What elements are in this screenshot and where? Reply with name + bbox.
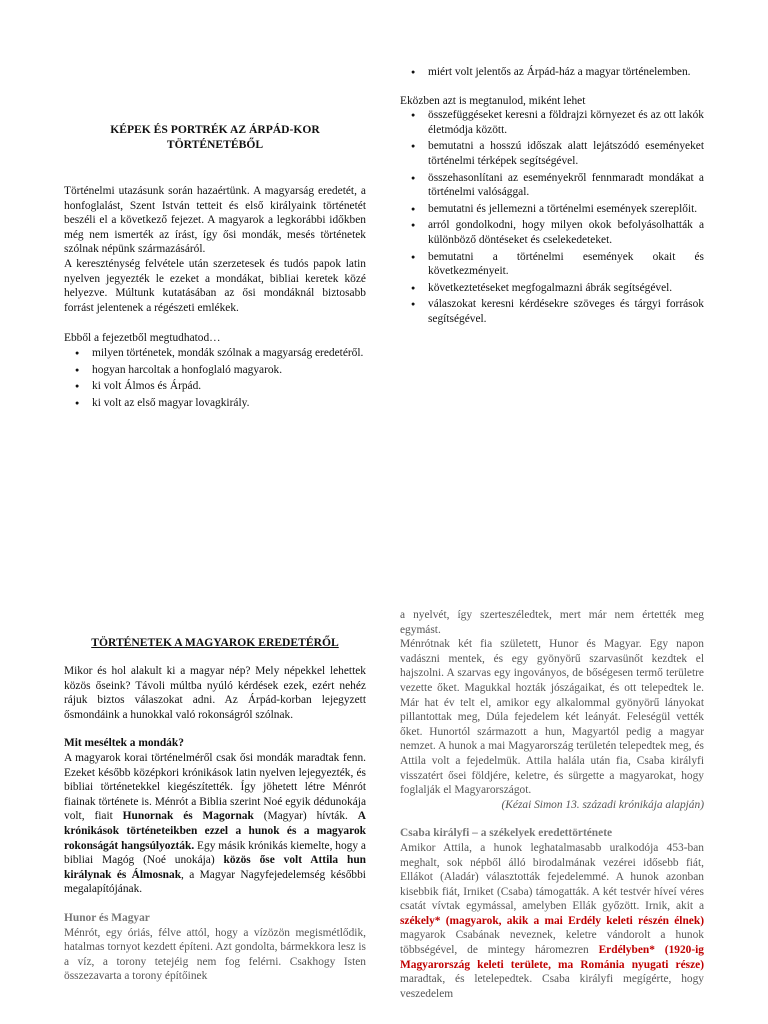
learn-intro: Ebből a fejezetből megtudhatod… <box>64 332 221 345</box>
erdely-glossary-term: Erdélyben* (1920-ig Magyarország keleti területe, ma Románia nyugati része) <box>400 944 704 971</box>
list-item: ● következtetéseket megfogalmazni ábrák segítségével. <box>400 281 704 296</box>
list-item: ● összefüggéseket keresni a földrajzi környezet és az ott lakók életmódja között. <box>400 108 704 137</box>
page1-christianity-paragraph: A kereszténység felvétele után szerzetesek és tudós papok latin nyelven jegyezték le ezeket a mondákat, bibliai keretek közé helyezve. Múltunk kutatásában az ősi mondáknál biztosabb forrást jelentenek a régészeti emlékek. <box>64 257 366 314</box>
skills-list <box>400 108 704 326</box>
story-continuation: a nyelvét, így szerteszéledtek, mert már nem értették meg egymást. <box>400 609 704 636</box>
list-item: ● ki volt Álmos és Árpád. <box>64 379 366 394</box>
skills-intro: Eközben azt is megtanulod, miként lehet <box>400 94 586 107</box>
csaba-heading: Csaba királyfi – a székelyek eredettörténete <box>400 827 613 840</box>
list-item: ● összehasonlítani az eseményekről fennmaradt mondákat a történelmi valósággal. <box>400 171 704 200</box>
list-item: ● miért volt jelentős az Árpád-ház a magyar történelemben. <box>400 65 704 80</box>
list-item: ● arról gondolkodni, hogy milyen okok befolyásolhatták a különböző döntéseket és cselekedeteket. <box>400 218 704 247</box>
hunor-magyar-story: Ménrótnak két fia született, Hunor és Magyar. Egy napon vadászni mentek, és egy gyönyörű szarvasünőt kezdtek el hajszolni. A szarvas egy ingoványos, de bőségesen termő területre vezette őket. Magukkal hozták jószágaikat, és ott telepedtek le. Már hat év telt el, amikor egy alkalommal gyönyörű lányokat pillantottak meg, Dúla fejedelem két leányát. Feleségül vették őket. Hunortól származott a hun, Magyartól pedig a magyar nemzet. A hunok a mai Magyarország területén telepedtek meg, és Attila volt a fejedelmük. Attila halála után fia, Csaba királyfi visszatért ősei földjére, keletre, és sürgette a magyarokat, hogy foglalják el Magyarországot. <box>400 638 704 797</box>
page1-title-line1: KÉPEK ÉS PORTRÉK AZ ÁRPÁD-KOR <box>110 123 320 136</box>
list-item: ● bemutatni és jellemezni a történelmi események szereplőit. <box>400 202 704 217</box>
legends-bold-ancestor: közös őse volt Attila hun királynak és Álmosnak <box>64 854 366 881</box>
csaba-text-b: magyarok Csabának neveznek, keletre vándorolt a hunok többségével, de mintegy háromezren <box>400 929 704 957</box>
questions-paragraph: Mikor és hol alakult ki a magyar nép? Mely népekkel lehettek közös őseink? Távoli múltba nyúló kérdések ezek, ezért nehéz rájuk biztos válaszokat adni. Az Árpád-korban lejegyzett ősmondáink a hunokkal való rokonságról szólnak. <box>64 665 366 721</box>
legends-heading: Mit meséltek a mondák? <box>64 737 184 750</box>
szekely-glossary-term: székely* (magyarok, akik a mai Erdély keleti részén élnek) <box>400 914 704 927</box>
list-item: ● válaszokat keresni kérdésekre szöveges és tárgyi források segítségével. <box>400 297 704 326</box>
csaba-text-a: Amikor Attila, a hunok leghatalmasabb uralkodója 453-ban meghalt, sok népből álló birodalmának vezérei idősebb fiát, Ellákot (Aladár) választották fejedelemmé. A hunok azonban kisebbik fiát, Irniket (Csaba) támogatták. A két testvér híveí véres csatát vívtak egymással, amelyben Ellák győzött. Irnik, akit a <box>400 841 704 913</box>
page1-title-line2: TÖRTÉNETÉBŐL <box>166 138 264 151</box>
page1-left-column <box>64 122 366 412</box>
csaba-text-c: maradtak, és letelepedtek. Csaba királyfi megígérte, hogy veszedelem <box>400 973 704 1000</box>
legends-text-e: Egy másik krónikás kiemelte, hogy a bibliai Magóg (Noé unokája) <box>64 839 366 867</box>
legends-paragraph <box>64 751 366 897</box>
legends-bold-kinship: A krónikások történeteikben ezzel a hunok és a magyarok rokonságát hangsúlyozták. <box>64 810 367 852</box>
list-item: ● ki volt az első magyar lovagkirály. <box>64 396 366 411</box>
page2-title: TÖRTÉNETEK A MAGYAROK EREDETÉRŐL <box>91 636 339 649</box>
page1-title <box>64 122 366 152</box>
list-item: ● bemutatni a hosszú időszak alatt lejátszódó eseményeket történelmi térképek segítségével. <box>400 139 704 168</box>
page2-right-column <box>400 608 704 1001</box>
list-item: ● milyen történetek, mondák szólnak a magyarság eredetéről. <box>64 346 366 361</box>
hunor-story: Ménrót, egy óriás, félve attól, hogy a vízözön megismétlődik, hatalmas tornyot kezdett építeni. Azt gondolta, bármekkora lesz is a víz, a torony tetejéig nem fog felérni. Csakhogy Isten összezavarta a torony építőinek <box>64 926 366 983</box>
hunor-heading: Hunor és Magyar <box>64 911 150 924</box>
legends-bold-names: Hunornak és Magornak <box>122 810 254 823</box>
legends-text-g: , a Magyar Nagyfejedelemség későbbi megalapítójának. <box>64 868 366 896</box>
list-item: ● bemutatni a történelmi események okait és következményeit. <box>400 250 704 279</box>
page1-intro-paragraph: Történelmi utazásunk során hazaértünk. A magyarság eredetét, a honfoglalást, Szent István tetteit és első királyaink történetét beszéli el a következő fejezet. A magyarok a legkorábbi időkben még nem ismerték az írást, így ősi mondák, mesés történetek szólnak népünk származásáról. <box>64 185 366 256</box>
learn-list-continued <box>400 65 704 80</box>
page1-right-column <box>400 65 704 329</box>
legends-text-a: A magyarok korai történelméről csak ősi mondák maradtak fenn. Ezeket később középkori krónikások latin nyelven lejegyezték, és bibliai történetekkel kiegészítették. Így jöhetett létre Ménrót fiainak története is. Ménrót a Biblia szerint Noé egyik dédunokája volt, fiait <box>64 751 366 823</box>
learn-list <box>64 346 366 410</box>
page2-left-column <box>64 635 366 984</box>
source-citation: (Kézai Simon 13. századi krónikája alapján) <box>501 798 704 811</box>
list-item: ● hogyan harcoltak a honfoglaló magyarok. <box>64 363 366 378</box>
csaba-story <box>400 841 704 1002</box>
legends-text-c: (Magyar) hívták. <box>253 810 358 823</box>
